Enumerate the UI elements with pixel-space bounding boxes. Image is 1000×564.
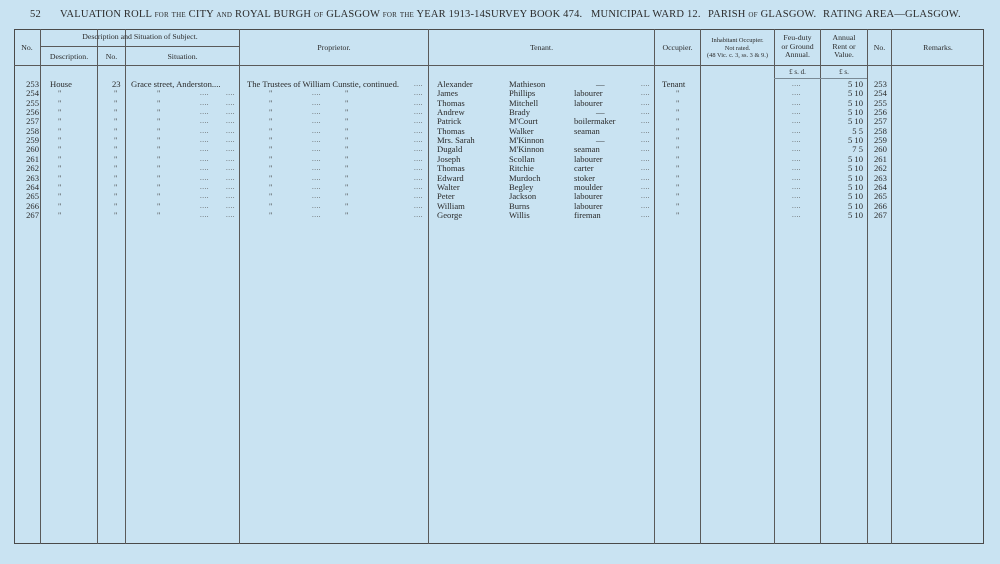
row-annual-rent: 5 10 — [847, 163, 863, 174]
row-occupier: " — [676, 126, 680, 136]
row-occupier: " — [676, 173, 680, 183]
row-situation: Grace street, Anderston.... — [131, 79, 221, 89]
tenant-first-name: Thomas — [437, 125, 465, 136]
leader-dots: .... — [414, 154, 423, 163]
leader-dots: .... — [312, 126, 321, 135]
leader-dots: .... — [200, 108, 209, 117]
header-rule — [14, 65, 984, 66]
leader-dots: .... — [414, 145, 423, 154]
tenant-occupation: boilermaker — [574, 116, 616, 127]
leader-dots: .... — [226, 182, 235, 191]
table-row — [0, 211, 1000, 220]
tenant-occupation: labourer — [574, 88, 603, 99]
row-annual-rent: 5 5 — [852, 125, 863, 136]
leader-dots: .... — [200, 173, 209, 182]
row-number-right: 267 — [874, 209, 887, 220]
row-situation: " — [157, 108, 161, 118]
proprietor-ditto-mark: " — [345, 182, 349, 192]
leader-dots: .... — [641, 182, 650, 191]
row-situation: " — [157, 173, 161, 183]
row-situation: " — [157, 117, 161, 127]
row-annual-rent: 5 10 — [847, 172, 863, 183]
row-situation: " — [157, 201, 161, 211]
tenant-first-name: Peter — [437, 191, 455, 202]
row-number: 266 — [26, 200, 39, 211]
rent-units: £ s. — [839, 68, 849, 76]
leader-dots: .... — [312, 192, 321, 201]
tenant-first-name: Thomas — [437, 163, 465, 174]
row-number: 256 — [26, 107, 39, 118]
row-number: 263 — [26, 172, 39, 183]
row-number: 262 — [26, 163, 39, 174]
leader-dots: .... — [414, 192, 423, 201]
leader-dots: .... — [641, 136, 650, 145]
proprietor-ditto-mark: " — [345, 154, 349, 164]
tenant-surname: Jackson — [509, 191, 537, 202]
row-number: 265 — [26, 191, 39, 202]
tenant-first-name: Joseph — [437, 153, 461, 164]
row-annual-rent: 5 10 — [847, 181, 863, 192]
tenant-first-name: Edward — [437, 172, 464, 183]
leader-dots: .... — [641, 210, 650, 219]
row-occupier: " — [676, 210, 680, 220]
row-number: 260 — [26, 144, 39, 155]
proprietor-ditto-mark: " — [345, 108, 349, 118]
leader-dots: .... — [200, 117, 209, 126]
leader-dots: .... — [414, 201, 423, 210]
tenant-surname: Scollan — [509, 153, 535, 164]
row-description: " — [58, 182, 62, 192]
leader-dots: .... — [641, 89, 650, 98]
row-feu-duty: .... — [792, 173, 801, 182]
row-annual-rent: 5 10 — [847, 200, 863, 211]
row-number: 254 — [26, 88, 39, 99]
tenant-occupation: labourer — [574, 200, 603, 211]
row-proprietor: " — [269, 164, 273, 174]
tenant-surname: Willis — [509, 209, 530, 220]
proprietor-ditto-mark: " — [345, 126, 349, 136]
row-description: " — [58, 108, 62, 118]
row-proprietor: The Trustees of William Cunstie, continued. — [247, 79, 400, 89]
row-description: " — [58, 89, 62, 99]
row-feu-duty: .... — [792, 80, 801, 88]
row-house-number: " — [114, 108, 118, 118]
leader-dots: .... — [414, 136, 423, 145]
row-annual-rent: 5 10 — [847, 191, 863, 202]
tenant-surname: Walker — [509, 125, 534, 136]
tenant-first-name: Alexander — [437, 79, 473, 89]
leader-dots: .... — [226, 89, 235, 98]
tenant-occupation: fireman — [574, 209, 601, 220]
row-description: " — [58, 154, 62, 164]
row-description: " — [58, 164, 62, 174]
row-proprietor: " — [269, 117, 273, 127]
feu-units: £ s. d. — [789, 68, 806, 76]
row-occupier: " — [676, 98, 680, 108]
row-occupier: " — [676, 136, 680, 146]
row-annual-rent: 5 10 — [847, 107, 863, 118]
row-number-right: 255 — [874, 97, 887, 108]
row-proprietor: " — [269, 98, 273, 108]
row-number: 261 — [26, 153, 39, 164]
leader-dots: .... — [226, 98, 235, 107]
row-proprietor: " — [269, 108, 273, 118]
leader-dots: .... — [641, 173, 650, 182]
row-number-right: 264 — [874, 181, 887, 192]
tenant-first-name: Andrew — [437, 107, 465, 118]
leader-dots: .... — [200, 145, 209, 154]
tenant-occupation: labourer — [574, 191, 603, 202]
row-proprietor: " — [269, 201, 273, 211]
row-feu-duty: .... — [792, 192, 801, 201]
tenant-surname: Begley — [509, 181, 534, 192]
leader-dots: .... — [200, 136, 209, 145]
tenant-occupation: carter — [574, 163, 594, 174]
row-number-right: 265 — [874, 191, 887, 202]
table-row — [0, 136, 1000, 145]
tenant-surname: Mitchell — [509, 97, 539, 108]
leader-dots: .... — [226, 154, 235, 163]
leader-dots: .... — [414, 173, 423, 182]
row-number: 258 — [26, 125, 39, 136]
tenant-first-name: Walter — [437, 181, 460, 192]
row-proprietor: " — [269, 182, 273, 192]
row-annual-rent: 5 10 — [847, 209, 863, 220]
row-annual-rent: 5 10 — [847, 88, 863, 99]
leader-dots: .... — [312, 182, 321, 191]
row-house-number: " — [114, 182, 118, 192]
row-situation: " — [157, 89, 161, 99]
leader-dots: .... — [226, 164, 235, 173]
row-annual-rent: 5 10 — [847, 135, 863, 146]
row-feu-duty: .... — [792, 108, 801, 117]
leader-dots: .... — [200, 201, 209, 210]
row-situation: " — [157, 145, 161, 155]
row-description: " — [58, 126, 62, 136]
leader-dots: .... — [414, 80, 423, 88]
row-description: " — [58, 117, 62, 127]
leader-dots: .... — [200, 154, 209, 163]
row-description: " — [58, 192, 62, 202]
row-annual-rent: 5 10 — [847, 97, 863, 108]
row-house-number: " — [114, 89, 118, 99]
row-description: " — [58, 98, 62, 108]
leader-dots: .... — [641, 80, 650, 88]
row-proprietor: " — [269, 173, 273, 183]
tenant-occupation: seaman — [574, 144, 600, 155]
row-feu-duty: .... — [792, 126, 801, 135]
row-occupier: " — [676, 117, 680, 127]
leader-dots: .... — [641, 145, 650, 154]
row-number: 259 — [26, 135, 39, 146]
leader-dots: .... — [312, 164, 321, 173]
tenant-occupation: moulder — [574, 181, 603, 192]
row-situation: " — [157, 136, 161, 146]
leader-dots: .... — [200, 192, 209, 201]
leader-dots: .... — [200, 89, 209, 98]
leader-dots: .... — [414, 210, 423, 219]
row-description: " — [58, 173, 62, 183]
row-number-right: 262 — [874, 163, 887, 174]
leader-dots: .... — [414, 182, 423, 191]
leader-dots: .... — [200, 210, 209, 219]
row-proprietor: " — [269, 89, 273, 99]
row-situation: " — [157, 154, 161, 164]
tenant-first-name: William — [437, 200, 465, 211]
leader-dots: .... — [414, 89, 423, 98]
proprietor-ditto-mark: " — [345, 164, 349, 174]
row-proprietor: " — [269, 126, 273, 136]
proprietor-ditto-mark: " — [345, 192, 349, 202]
row-feu-duty: .... — [792, 164, 801, 173]
municipal-ward: MUNICIPAL WARD 12. — [591, 9, 701, 20]
col-situation: Situation. — [167, 52, 198, 61]
leader-dots: .... — [641, 117, 650, 126]
proprietor-ditto-mark: " — [345, 173, 349, 183]
col-tenant: Tenant. — [529, 43, 554, 52]
roll-title: VALUATION ROLL for the CITY and ROYAL BURGH of GLASGOW for the YEAR 1913-14. — [60, 9, 488, 20]
proprietor-ditto-mark: " — [345, 145, 349, 155]
row-number: 257 — [26, 116, 39, 127]
leader-dots: .... — [641, 201, 650, 210]
row-annual-rent: 5 10 — [847, 153, 863, 164]
page-number: 52 — [30, 9, 41, 20]
row-situation: " — [157, 98, 161, 108]
row-proprietor: " — [269, 145, 273, 155]
row-number-right: 258 — [874, 125, 887, 136]
row-number: 264 — [26, 181, 39, 192]
row-feu-duty: .... — [792, 89, 801, 98]
tenant-first-name: George — [437, 209, 463, 220]
survey-book: SURVEY BOOK 474. — [485, 9, 583, 20]
leader-dots: .... — [414, 108, 423, 117]
proprietor-ditto-mark: " — [345, 89, 349, 99]
leader-dots: .... — [312, 98, 321, 107]
tenant-first-name: James — [437, 88, 459, 99]
col-no: No. — [21, 43, 33, 52]
row-occupier: Tenant — [662, 79, 686, 89]
row-occupier: " — [676, 182, 680, 192]
row-occupier: " — [676, 192, 680, 202]
leader-dots: .... — [226, 108, 235, 117]
row-situation: " — [157, 126, 161, 136]
row-description: " — [58, 136, 62, 146]
row-house-number: 23 — [112, 79, 121, 89]
col-inhabitant-occupier: Inhabitant Occupier. Not rated. (48 Vic. c. 3, ss. 3 & 9.) — [707, 37, 768, 59]
row-house-number: " — [114, 136, 118, 146]
row-number-right: 266 — [874, 200, 887, 211]
row-situation: " — [157, 192, 161, 202]
leader-dots: .... — [414, 117, 423, 126]
row-occupier: " — [676, 89, 680, 99]
tenant-surname: Mathieson — [509, 79, 546, 89]
tenant-first-name: Mrs. Sarah — [437, 135, 475, 146]
leader-dots: .... — [414, 126, 423, 135]
tenant-surname: Murdoch — [509, 172, 541, 183]
row-annual-rent: 5 10 — [847, 116, 863, 127]
row-feu-duty: .... — [792, 154, 801, 163]
table-row — [0, 117, 1000, 126]
tenant-occupation: labourer — [574, 153, 603, 164]
row-house-number: " — [114, 117, 118, 127]
row-occupier: " — [676, 201, 680, 211]
leader-dots: .... — [641, 108, 650, 117]
row-annual-rent: 5 10 — [847, 79, 863, 89]
row-description: " — [58, 210, 62, 220]
row-occupier: " — [676, 108, 680, 118]
row-occupier: " — [676, 145, 680, 155]
leader-dots: .... — [226, 117, 235, 126]
leader-dots: .... — [226, 210, 235, 219]
leader-dots: .... — [312, 136, 321, 145]
proprietor-ditto-mark: " — [345, 201, 349, 211]
leader-dots: .... — [312, 154, 321, 163]
leader-dots: .... — [226, 192, 235, 201]
row-number: 253 — [26, 79, 39, 89]
page-header — [0, 9, 1000, 23]
col-annual-rent: Annual Rent or Value. — [832, 33, 856, 59]
leader-dots: .... — [200, 182, 209, 191]
tenant-occupation: — — [596, 107, 605, 118]
proprietor-ditto-mark: " — [345, 210, 349, 220]
row-occupier: " — [676, 164, 680, 174]
row-house-number: " — [114, 210, 118, 220]
leader-dots: .... — [226, 145, 235, 154]
row-number-right: 263 — [874, 172, 887, 183]
row-house-number: " — [114, 98, 118, 108]
row-house-number: " — [114, 201, 118, 211]
leader-dots: .... — [312, 210, 321, 219]
leader-dots: .... — [641, 98, 650, 107]
row-number-right: 256 — [874, 107, 887, 118]
tenant-first-name: Dugald — [437, 144, 463, 155]
row-house-number: " — [114, 145, 118, 155]
row-occupier: " — [676, 154, 680, 164]
row-number-right: 261 — [874, 153, 887, 164]
row-proprietor: " — [269, 210, 273, 220]
leader-dots: .... — [200, 126, 209, 135]
row-house-number: " — [114, 154, 118, 164]
tenant-occupation: stoker — [574, 172, 596, 183]
leader-dots: .... — [641, 192, 650, 201]
row-description: " — [58, 201, 62, 211]
row-number-right: 253 — [874, 79, 887, 89]
tenant-surname: M'Kinnon — [509, 144, 544, 155]
rating-area: RATING AREA—GLASGOW. — [823, 9, 961, 20]
row-house-number: " — [114, 192, 118, 202]
tenant-surname: Phillips — [509, 88, 536, 99]
tenant-surname: Ritchie — [509, 163, 534, 174]
row-number-right: 259 — [874, 135, 887, 146]
leader-dots: .... — [414, 98, 423, 107]
row-situation: " — [157, 164, 161, 174]
row-number: 255 — [26, 97, 39, 108]
leader-dots: .... — [312, 117, 321, 126]
col-no-right: No. — [873, 43, 886, 52]
row-proprietor: " — [269, 154, 273, 164]
col-proprietor: Proprietor. — [317, 43, 351, 52]
leader-dots: .... — [200, 98, 209, 107]
tenant-first-name: Patrick — [437, 116, 462, 127]
col-remarks: Remarks. — [923, 43, 953, 52]
row-feu-duty: .... — [792, 136, 801, 145]
leader-dots: .... — [312, 89, 321, 98]
col-number: No. — [105, 52, 118, 61]
row-annual-rent: 7 5 — [852, 144, 863, 155]
row-feu-duty: .... — [792, 210, 801, 219]
row-number: 267 — [26, 209, 39, 220]
leader-dots: .... — [312, 173, 321, 182]
tenant-occupation: — — [596, 79, 605, 89]
tenant-occupation: seaman — [574, 125, 600, 136]
leader-dots: .... — [226, 201, 235, 210]
leader-dots: .... — [226, 173, 235, 182]
proprietor-ditto-mark: " — [345, 136, 349, 146]
leader-dots: .... — [414, 164, 423, 173]
tenant-occupation: labourer — [574, 97, 603, 108]
subheader-rule — [41, 46, 239, 47]
col-feu-duty: Feu-duty or Ground Annual. — [781, 33, 814, 59]
parish: PARISH of GLASGOW. — [708, 9, 817, 20]
leader-dots: .... — [312, 108, 321, 117]
row-feu-duty: .... — [792, 117, 801, 126]
row-proprietor: " — [269, 192, 273, 202]
leader-dots: .... — [226, 126, 235, 135]
col-occupier: Occupier. — [662, 43, 693, 52]
leader-dots: .... — [312, 145, 321, 154]
row-house-number: " — [114, 173, 118, 183]
leader-dots: .... — [641, 126, 650, 135]
leader-dots: .... — [226, 136, 235, 145]
row-description: House — [50, 79, 72, 89]
row-description: " — [58, 145, 62, 155]
leader-dots: .... — [641, 154, 650, 163]
row-number-right: 254 — [874, 88, 887, 99]
row-feu-duty: .... — [792, 98, 801, 107]
tenant-surname: M'Kinnon — [509, 135, 544, 146]
proprietor-ditto-mark: " — [345, 117, 349, 127]
row-house-number: " — [114, 164, 118, 174]
row-house-number: " — [114, 126, 118, 136]
leader-dots: .... — [312, 201, 321, 210]
proprietor-ditto-mark: " — [345, 98, 349, 108]
tenant-first-name: Thomas — [437, 97, 465, 108]
tenant-surname: Brady — [509, 107, 531, 118]
tenant-occupation: — — [596, 135, 605, 146]
row-situation: " — [157, 210, 161, 220]
leader-dots: .... — [200, 164, 209, 173]
row-situation: " — [157, 182, 161, 192]
row-number-right: 260 — [874, 144, 887, 155]
col-description: Description. — [49, 52, 89, 61]
row-number-right: 257 — [874, 116, 887, 127]
row-feu-duty: .... — [792, 145, 801, 154]
tenant-surname: M'Court — [509, 116, 538, 127]
tenant-surname: Burns — [509, 200, 530, 211]
row-feu-duty: .... — [792, 182, 801, 191]
col-description-group: Description and Situation of Subject. — [82, 32, 198, 41]
leader-dots: .... — [641, 164, 650, 173]
row-proprietor: " — [269, 136, 273, 146]
row-feu-duty: .... — [792, 201, 801, 210]
